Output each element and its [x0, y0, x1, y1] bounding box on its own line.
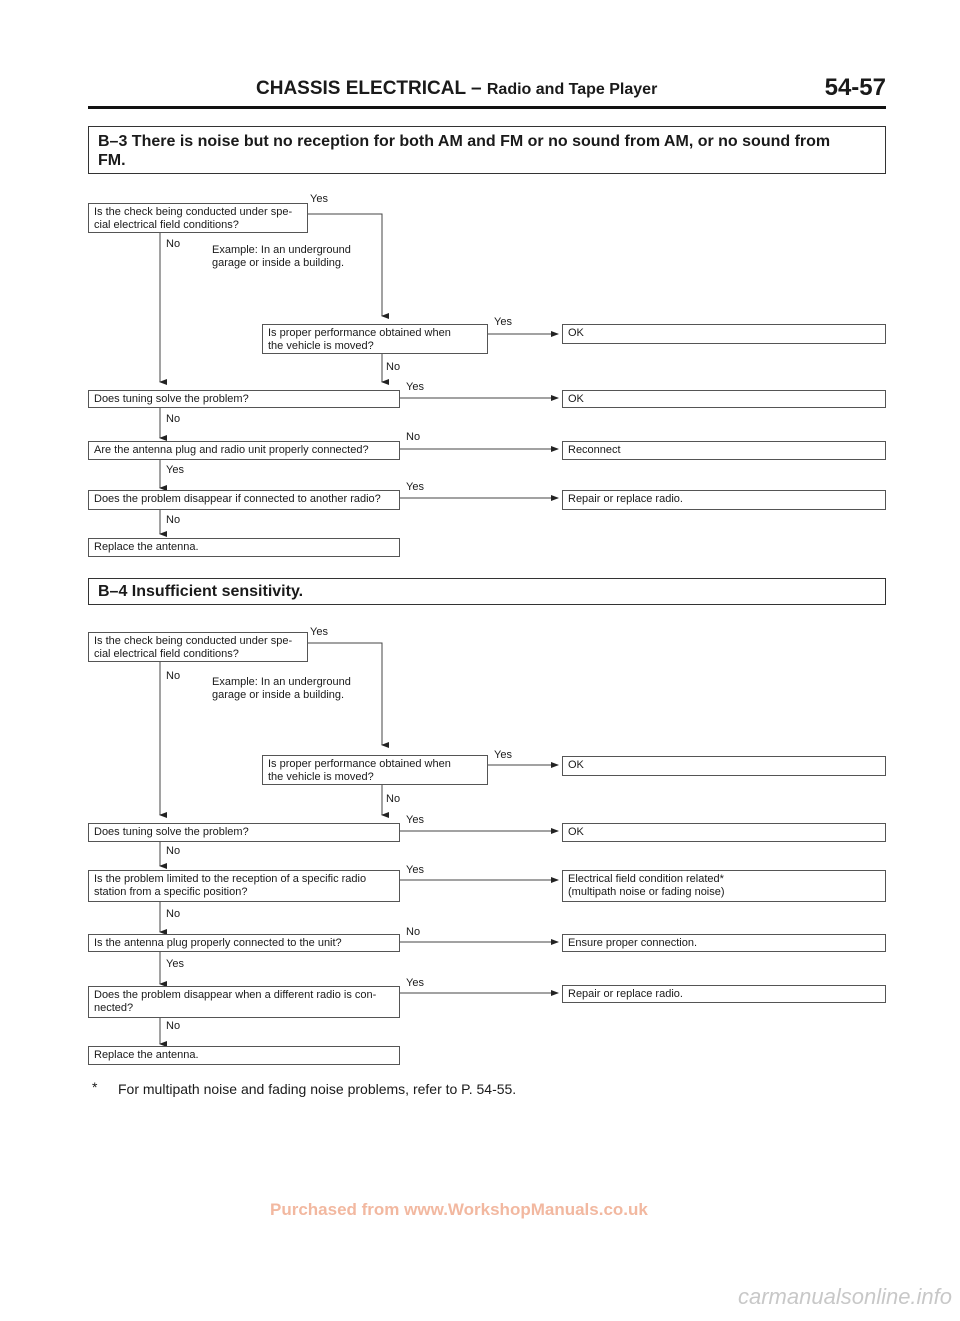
b4-q6-yes-label: Yes — [406, 977, 424, 989]
b4-question-vehicle-moved: Is proper performance obtained when the vehicle is moved? — [262, 755, 488, 785]
footnote-star: * — [92, 1079, 98, 1095]
b4-q4-yes-label: Yes — [406, 864, 424, 876]
b4-question-different-radio: Does the problem disappear when a different radio is con- nected? — [88, 986, 400, 1018]
title-dash: – — [471, 78, 482, 99]
b4-result-repair-radio: Repair or replace radio. — [562, 985, 886, 1003]
b3-q3-no-label: No — [166, 413, 181, 425]
b4-q4-no-label: No — [166, 908, 181, 920]
b4-question-tuning: Does tuning solve the problem? — [88, 823, 400, 842]
chapter-subtitle: Radio and Tape Player — [486, 81, 658, 98]
section-b3-title-line1: B–3 There is noise but no reception for both AM and FM or no sound from AM, or no sound from — [98, 133, 831, 150]
chapter-title: CHASSIS ELECTRICAL — [256, 78, 466, 99]
b4-result-ok-2: OK — [562, 823, 886, 842]
b3-result-repair-radio: Repair or replace radio. — [562, 490, 886, 510]
page-number: 54-57 — [824, 74, 886, 101]
b3-question-another-radio: Does the problem disappear if connected to another radio? — [88, 490, 400, 510]
b3-result-reconnect: Reconnect — [562, 441, 886, 460]
b4-example-note: Example: In an underground garage or inside a building. — [212, 676, 351, 701]
b4-q3-yes-label: Yes — [406, 814, 424, 826]
section-b3-title-line2: FM. — [98, 152, 126, 169]
b4-q2-yes-label: Yes — [494, 749, 512, 761]
b3-q1-no-label: No — [166, 238, 181, 250]
b3-example-note: Example: In an underground garage or inside a building. — [212, 244, 351, 269]
b3-q2-no-label: No — [386, 361, 401, 373]
b3-result-ok-1: OK — [562, 324, 886, 344]
b4-result-ensure-connection: Ensure proper connection. — [562, 934, 886, 952]
b3-q3-yes-label: Yes — [406, 381, 424, 393]
b4-question-antenna-plug: Is the antenna plug properly connected to the unit? — [88, 934, 400, 952]
b3-question-tuning: Does tuning solve the problem? — [88, 390, 400, 408]
footnote-text: For multipath noise and fading noise problems, refer to P. 54-55. — [118, 1081, 517, 1097]
b4-result-ok-1: OK — [562, 756, 886, 776]
b3-q5-yes-label: Yes — [406, 481, 424, 493]
b4-q5-no-label: No — [406, 926, 421, 938]
b4-q3-no-label: No — [166, 845, 181, 857]
section-b4-title: B–4 Insufficient sensitivity. — [88, 578, 886, 605]
b3-question-special-field: Is the check being conducted under spe- cial electrical field conditions? — [88, 203, 308, 233]
b3-question-vehicle-moved: Is proper performance obtained when the vehicle is moved? — [262, 324, 488, 354]
b4-q6-no-label: No — [166, 1020, 181, 1032]
b4-question-specific-station: Is the problem limited to the reception of a specific radio station from a specific position? — [88, 870, 400, 902]
b3-q5-no-label: No — [166, 514, 181, 526]
site-watermark: carmanualsonline.info — [738, 1284, 953, 1309]
b3-final-replace-antenna: Replace the antenna. — [88, 538, 400, 557]
b4-result-field-condition: Electrical field condition related* (multipath noise or fading noise) — [562, 870, 886, 902]
b4-final-replace-antenna: Replace the antenna. — [88, 1046, 400, 1065]
b3-q4-yes-label: Yes — [166, 464, 184, 476]
b3-result-ok-2: OK — [562, 390, 886, 408]
purchased-from-notice: Purchased from www.WorkshopManuals.co.uk — [270, 1200, 648, 1219]
b3-q2-yes-label: Yes — [494, 316, 512, 328]
b4-q2-no-label: No — [386, 793, 401, 805]
b3-q1-yes-label: Yes — [310, 193, 328, 205]
b4-question-special-field: Is the check being conducted under spe- cial electrical field conditions? — [88, 632, 308, 662]
b3-question-antenna-plug: Are the antenna plug and radio unit properly connected? — [88, 441, 400, 460]
b4-q1-yes-label: Yes — [310, 626, 328, 638]
b3-q4-no-label: No — [406, 431, 421, 443]
b4-q1-no-label: No — [166, 670, 181, 682]
b4-q5-yes-label: Yes — [166, 958, 184, 970]
section-b3-title — [88, 126, 886, 174]
